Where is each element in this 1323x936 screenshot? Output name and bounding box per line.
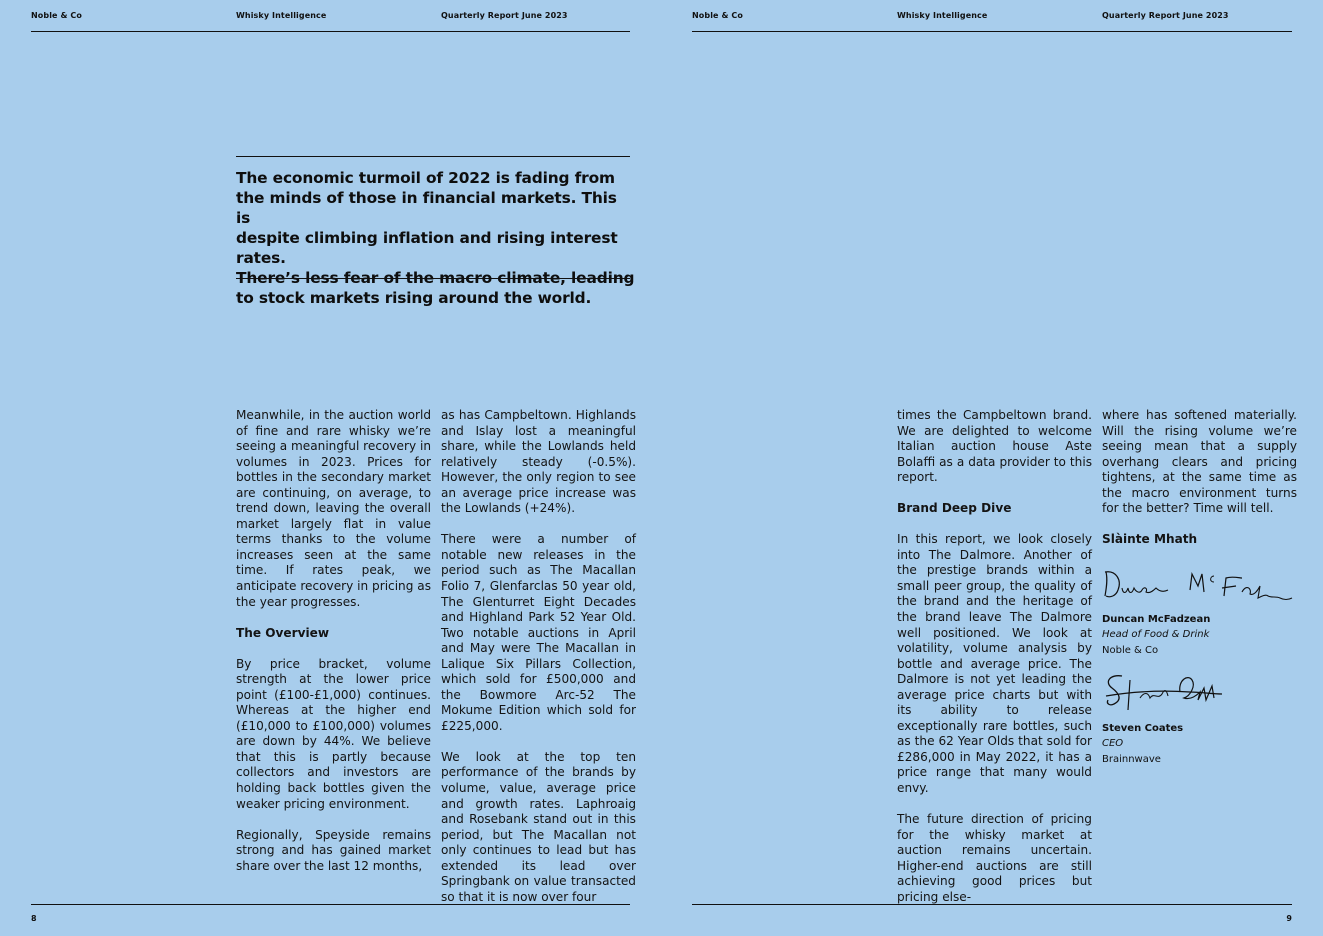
signoff: Slàinte Mhath: [1102, 532, 1198, 547]
header-report-right: Quarterly Report June 2023: [1102, 11, 1229, 20]
signatory-role: CEO: [1102, 738, 1124, 749]
body-paragraph: By price bracket, volume strength at the lower price point (£100-£1,000) continues. Whereas at the higher end (£10,000 to £100,000) volumes are down by 44%. We believe that this is partly because collectors and investors are holding back bottles given the weaker pricing environment.: [236, 656, 431, 811]
header-rule-left: [31, 31, 630, 32]
pull-quote-rule-bottom: [236, 278, 630, 279]
body-paragraph: The future direction of pricing for the whisky market at auction remains uncertain. Higher-end auctions are still achieving good prices but pricing else-: [897, 812, 1092, 904]
section-heading-overview: The Overview: [236, 625, 330, 640]
header-report-left: Quarterly Report June 2023: [441, 11, 568, 20]
header-brand-left: Noble & Co: [31, 11, 82, 20]
left-column-1: [236, 408, 431, 890]
right-column-1: [897, 408, 1092, 921]
footer-rule-left: [31, 904, 630, 905]
body-paragraph: as has Campbeltown. Highlands and Islay lost a meaningful share, while the Lowlands held relatively steady (-0.5%). However, the only region to see an average price increase was the Lowlands (+24%).: [441, 408, 636, 516]
signature-steven-coates: [1100, 670, 1226, 714]
section-heading-brand-deep-dive: Brand Deep Dive: [897, 501, 1012, 516]
header-publication-right: Whisky Intelligence: [897, 11, 988, 20]
header-brand-right: Noble & Co: [692, 11, 743, 20]
header-publication-left: Whisky Intelligence: [236, 11, 327, 20]
body-paragraph: We look at the top ten performance of the brands by volume, value, average price and growth rates. Laphroaig and Rosebank stand out in this period, but The Macallan not only continues to lead but has extended its lead over Springbank on value transacted so that it is now over four: [441, 749, 636, 904]
signature-duncan-mcfadzean: [1102, 566, 1294, 608]
signatory-name: Steven Coates: [1102, 723, 1184, 734]
signatory-org: Brainnwave: [1102, 754, 1161, 765]
left-column-2: [441, 408, 636, 921]
body-paragraph: In this report, we look closely into The Dalmore. Another of the prestige brands within a small peer group, the quality of the brand and the heritage of the brand leave The Dalmore well positioned. We look at volatility, volume analysis by bottle and average price. The Dalmore is not yet leading the average price charts but with its ability to release exceptionally rare bottles, such as the 62 Year Olds that sold for £286,000 in May 2022, it has a price range that many would envy.: [897, 532, 1092, 796]
page-number-left: 8: [31, 914, 37, 923]
signatory-role: Head of Food & Drink: [1102, 629, 1210, 640]
body-paragraph: Regionally, Speyside remains strong and has gained market share over the last 12 months,: [236, 827, 431, 873]
pull-quote-rule-top: [236, 156, 630, 157]
signatory-name: Duncan McFadzean: [1102, 614, 1211, 625]
footer-rule-right: [692, 904, 1292, 905]
right-column-2: [1102, 408, 1297, 563]
header-rule-right: [692, 31, 1292, 32]
body-paragraph: times the Campbeltown brand. We are delighted to welcome Italian auction house Aste Bolaffi as a data provider to this report.: [897, 408, 1092, 485]
body-paragraph: where has softened materially. Will the rising volume we’re seeing mean that a supply overhang clears and pricing tightens, at the same time as the macro environment turns for the better? Time will tell.: [1102, 408, 1297, 516]
body-paragraph: Meanwhile, in the auction world of fine and rare whisky we’re seeing a meaningful recovery in volumes in 2023. Prices for bottles in the secondary market are continuing, on average, to trend down, leaving the overall market largely flat in value terms thanks to the volume increases seen at the same time. If rates peak, we anticipate recovery in pricing as the year progresses.: [236, 408, 431, 609]
pull-quote: The economic turmoil of 2022 is fading from the minds of those in financial markets. This is despite climbing inflation and rising interest rates. There’s less fear of the macro climate, leading to stock markets rising around the world.: [236, 169, 635, 307]
signatory-org: Noble & Co: [1102, 645, 1159, 656]
body-paragraph: There were a number of notable new releases in the period such as The Macallan Folio 7, Glenfarclas 50 year old, The Glenturret Eight Decades and Highland Park 52 Year Old. Two notable auctions in April and May were The Macallan in Lalique Six Pillars Collection, which sold for £500,000 and the Bowmore Arc-52 The Mokume Edition which sold for £225,000.: [441, 532, 636, 733]
page-number-right: 9: [1286, 914, 1292, 923]
